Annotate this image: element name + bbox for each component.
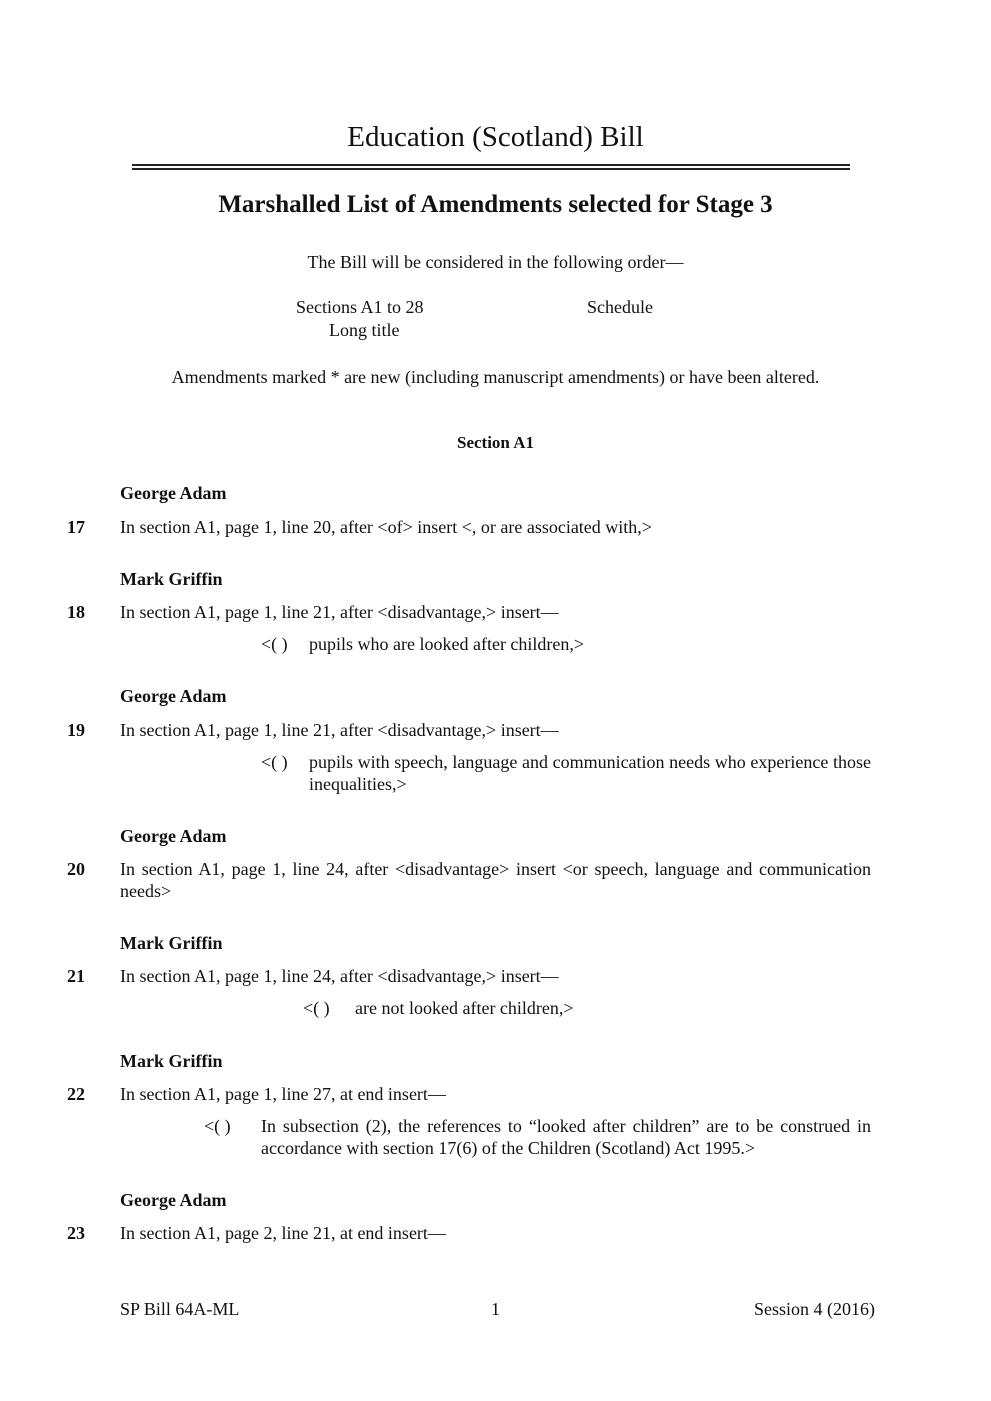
amendment-number: 17 — [67, 517, 85, 537]
amendment-sponsor: George Adam — [120, 483, 227, 503]
insert-marker: <( ) — [204, 1116, 231, 1136]
insert-marker: <( ) — [303, 998, 330, 1018]
amendment-text: In section A1, page 1, line 24, after <disadvantage,> insert— — [120, 966, 559, 986]
insert-text: are not looked after children,> — [355, 998, 574, 1018]
amendment-number: 20 — [67, 859, 85, 879]
title-rule-lower — [132, 168, 850, 170]
amendment-sponsor: George Adam — [120, 826, 227, 846]
amendment-sponsor: Mark Griffin — [120, 1051, 223, 1071]
order-sections: Sections A1 to 28 — [296, 297, 424, 317]
amendment-sponsor: George Adam — [120, 686, 227, 706]
bill-title: Education (Scotland) Bill — [347, 121, 644, 153]
footer-bill-ref: SP Bill 64A-ML — [120, 1299, 240, 1319]
amendment-text: In section A1, page 1, line 21, after <disadvantage,> insert— — [120, 720, 559, 740]
amendment-note: Amendments marked * are new (including manuscript amendments) or have been altered. — [171, 367, 820, 387]
insert-marker: <( ) — [261, 752, 288, 772]
insert-text: pupils who are looked after children,> — [309, 634, 585, 654]
amendment-number: 22 — [67, 1084, 85, 1104]
list-title: Marshalled List of Amendments selected for Stage 3 — [218, 191, 773, 218]
order-long-title: Long title — [329, 320, 400, 340]
footer-session: Session 4 (2016) — [754, 1299, 875, 1319]
amendment-sponsor: Mark Griffin — [120, 933, 223, 953]
order-schedule: Schedule — [587, 297, 653, 317]
insert-text: pupils with speech, language and communication needs who experience those inequalities,> — [309, 752, 871, 794]
title-rule — [132, 164, 850, 166]
amendment-number: 18 — [67, 602, 85, 622]
insert-text: In subsection (2), the references to “looked after children” are to be construed in accordance with section 17(6) of the Children (Scotland) Act 1995.> — [261, 1116, 871, 1158]
section-heading: Section A1 — [457, 433, 534, 452]
amendment-text: In section A1, page 1, line 20, after <of> insert <, or are associated with,> — [120, 517, 652, 537]
amendment-text: In section A1, page 1, line 24, after <disadvantage> insert <or speech, language and communication needs> — [120, 859, 871, 901]
order-intro: The Bill will be considered in the following order— — [307, 252, 684, 272]
amendment-text: In section A1, page 1, line 21, after <disadvantage,> insert— — [120, 602, 559, 622]
amendment-text: In section A1, page 1, line 27, at end insert— — [120, 1084, 446, 1104]
amendment-sponsor: Mark Griffin — [120, 569, 223, 589]
amendment-number: 19 — [67, 720, 85, 740]
amendment-number: 21 — [67, 966, 85, 986]
amendment-sponsor: George Adam — [120, 1190, 227, 1210]
amendment-text: In section A1, page 2, line 21, at end insert— — [120, 1223, 446, 1243]
footer-page-number: 1 — [491, 1299, 500, 1319]
amendment-number: 23 — [67, 1223, 85, 1243]
insert-marker: <( ) — [261, 634, 288, 654]
